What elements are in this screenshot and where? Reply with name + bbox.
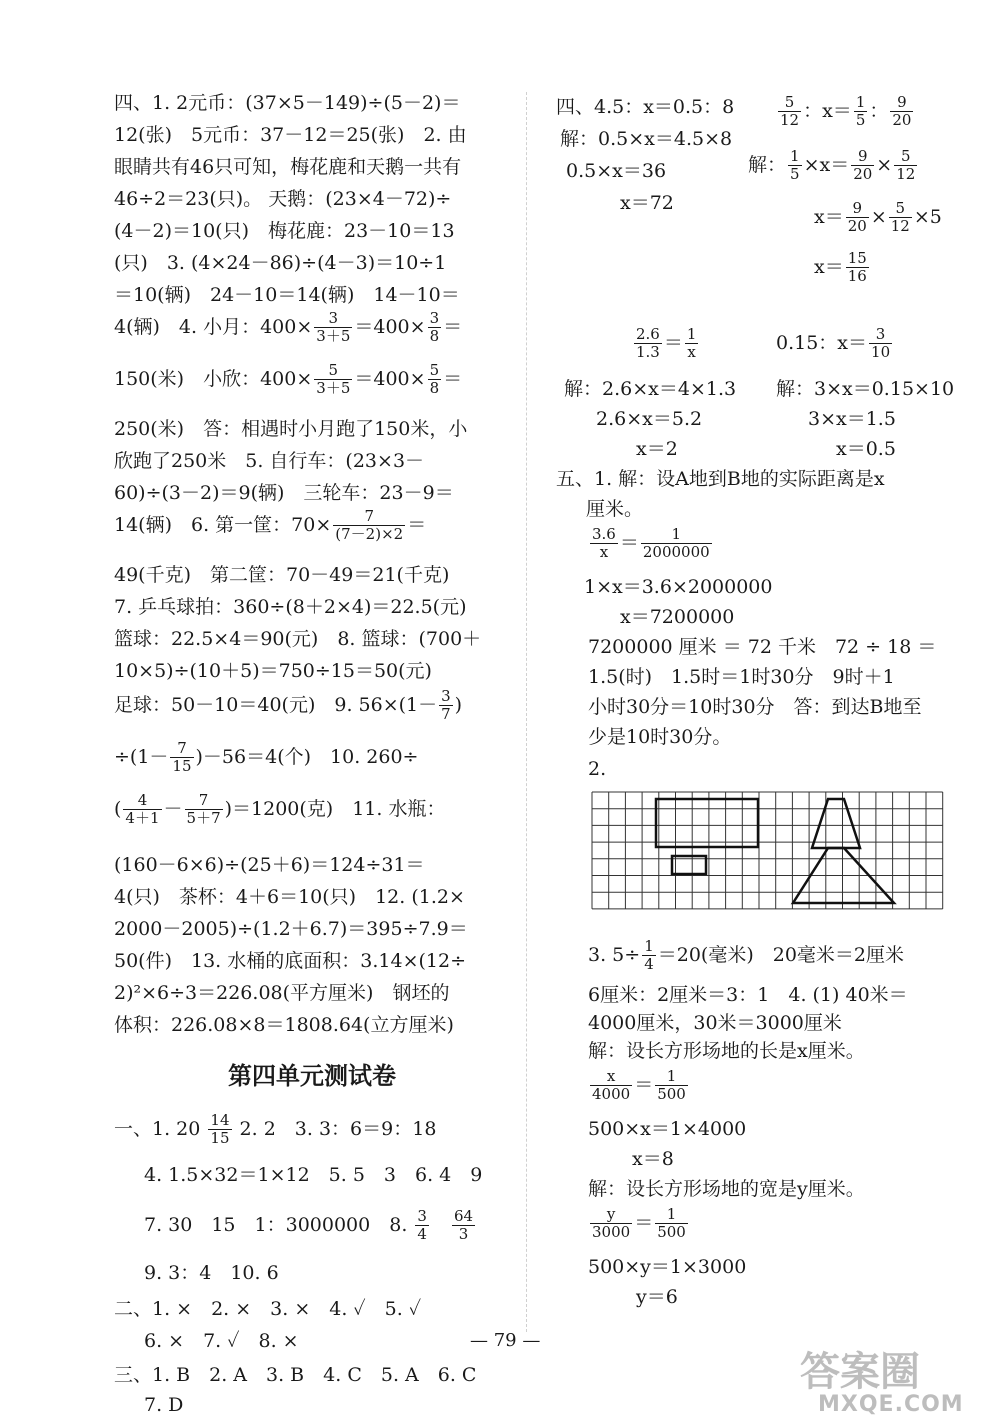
fraction: $\frac{3.6}{x}$ (592, 525, 616, 562)
answer-line: 10×5)÷(10＋5)＝750÷15＝50(元) (114, 660, 432, 682)
answer-line: 五、1. 解：设A地到B地的实际距离是x (556, 468, 885, 490)
answer-line-fraction: ( $\frac{4}{4+1}$ － $\frac{7}{5+7}$ )＝1200(克) 11. 水瓶： (114, 791, 446, 828)
fraction: $\frac{5}{12}$ (896, 147, 916, 184)
answer-line-fraction: 7. 30 15 1：3000000 8. $\frac{3}{4}$ $\frac{64}{3}$ (144, 1207, 474, 1244)
answer-line: 2)²×6÷3＝226.08(平方厘米) 钢坯的 (114, 982, 450, 1004)
answer-line: 体积：226.08×8＝1808.64(立方厘米) (114, 1014, 454, 1036)
answer-line: x＝8 (632, 1148, 674, 1170)
fraction: $\frac{3}{3+5}$ (316, 309, 351, 346)
answer-line: 250(米) 答：相遇时小月跑了150米，小 (114, 418, 468, 440)
fraction: $\frac{7}{5+7}$ (186, 791, 221, 828)
fraction: $\frac{5}{3+5}$ (316, 361, 351, 398)
answer-line: 49(千克) 第二筐：70－49＝21(千克) (114, 564, 450, 586)
answer-line: 0.5×x＝36 (566, 160, 667, 182)
answer-line: x＝7200000 (620, 606, 735, 628)
answer-line: 9. 3：4 10. 6 (144, 1262, 279, 1284)
answer-line: 解：2.6×x＝4×1.3 (564, 378, 737, 400)
fraction: $\frac{x}{4000}$ (592, 1067, 631, 1104)
answer-line-fraction: 解： $\frac{1}{5}$ ×x＝ $\frac{9}{20}$ × $\frac{5}{12}$ (748, 147, 916, 184)
answer-line: 500×y＝1×3000 (588, 1256, 747, 1278)
answer-line: 4(只) 茶杯：4＋6＝10(只) 12. (1.2× (114, 886, 465, 908)
fraction: $\frac{4}{4+1}$ (125, 791, 160, 828)
answer-line: x＝2 (636, 438, 678, 460)
fraction: $\frac{2.6}{1.3}$ (636, 325, 660, 362)
answer-line: 500×x＝1×4000 (588, 1118, 747, 1140)
fraction: $\frac{7}{15}$ (172, 739, 192, 776)
answer-line-fraction: 足球：50－10＝40(元) 9. 56×(1－ $\frac{3}{7}$ ) (114, 687, 463, 724)
answer-line: 欣跑了250米 5. 自行车：(23×3－ (114, 450, 425, 472)
answer-line: (160－6×6)÷(25＋6)＝124÷31＝ (114, 854, 425, 876)
answer-line: 解：3×x＝0.15×10 (776, 378, 955, 400)
answer-line: 7200000 厘米 ＝ 72 千米 72 ÷ 18 ＝ (588, 636, 937, 658)
answer-line: 篮球：22.5×4＝90(元) 8. 篮球：(700＋ (114, 628, 482, 650)
fraction: $\frac{1}{x}$ (686, 325, 697, 362)
answer-line-fraction: 3. 5÷ $\frac{1}{4}$ ＝20(毫米) 20毫米＝2厘米 (588, 937, 905, 974)
fraction: $\frac{y}{3000}$ (592, 1205, 631, 1242)
column-divider (526, 92, 527, 1332)
answer-line: 46÷2＝23(只)。 天鹅：(23×4－72)÷ (114, 188, 452, 210)
fraction: $\frac{9}{20}$ (847, 199, 867, 236)
answer-line: 4000厘米，30米＝3000厘米 (588, 1012, 842, 1034)
question-number: 2. (588, 758, 607, 780)
fraction: $\frac{5}{8}$ (429, 361, 440, 398)
answer-line-fraction: 一、1. 20 $\frac{14}{15}$ 2. 2 3. 3：6＝9：18 (114, 1111, 437, 1148)
answer-line-fraction: x＝ $\frac{15}{16}$ (814, 249, 867, 286)
answer-line-fraction: $\frac{x}{4000}$ ＝ $\frac{1}{500}$ (592, 1067, 686, 1104)
fraction: $\frac{3}{10}$ (871, 325, 891, 362)
answer-line: 少是10时30分。 (588, 726, 732, 748)
answer-line: 1×x＝3.6×2000000 (584, 576, 773, 598)
answer-line: 解：设长方形场地的长是x厘米。 (588, 1040, 865, 1062)
answer-line: x＝0.5 (836, 438, 896, 460)
answer-line: 60)÷(3－2)＝9(辆) 三轮车：23－9＝ (114, 482, 454, 504)
fraction: $\frac{3}{4}$ (417, 1207, 427, 1244)
watermark-url: MXQE.COM (818, 1392, 964, 1417)
answer-line: ＝10(辆) 24－10＝14(辆) 14－10＝ (114, 284, 460, 306)
small-trapezoid (812, 799, 860, 848)
fraction: $\frac{1}{5}$ (855, 93, 866, 130)
answer-line: 4. 1.5×32＝1×12 5. 5 3 6. 4 9 (144, 1164, 483, 1186)
watermark-logo: 答案圈 (800, 1349, 920, 1395)
answer-line-fraction: x＝ $\frac{9}{20}$ × $\frac{5}{12}$ ×5 (814, 199, 942, 236)
answer-line: 6厘米：2厘米＝3：1 4. (1) 40米＝ (588, 984, 908, 1006)
fraction: $\frac{1}{500}$ (657, 1067, 686, 1104)
fraction: $\frac{3}{8}$ (429, 309, 440, 346)
answer-line: 小时30分＝10时30分 答：到达B地至 (588, 696, 922, 718)
answer-line: 四、1. 2元币：(37×5－149)÷(5－2)＝ (114, 92, 461, 114)
answer-line: 6. × 7. ✓ 8. × (144, 1330, 299, 1352)
answer-line: 厘米。 (586, 498, 644, 520)
answer-line-fraction: 150(米) 小欣：400× $\frac{5}{3+5}$ ＝400× $\frac{5}{8}$ ＝ (114, 361, 463, 398)
answer-line: x＝72 (620, 192, 674, 214)
answer-line-fraction: $\frac{y}{3000}$ ＝ $\frac{1}{500}$ (592, 1205, 686, 1242)
fraction: $\frac{9}{20}$ (892, 93, 912, 130)
answer-line: 2.6×x＝5.2 (596, 408, 703, 430)
fraction: $\frac{1}{2000000}$ (642, 525, 710, 562)
fraction: $\frac{9}{20}$ (853, 147, 873, 184)
answer-line: 二、1. × 2. × 3. × 4. ✓ 5. ✓ (114, 1298, 422, 1320)
fraction: $\frac{14}{15}$ (210, 1111, 230, 1148)
answer-line-fraction: $\frac{3.6}{x}$ ＝ $\frac{1}{2000000}$ (592, 525, 710, 562)
answer-line-fraction: 0.15：x＝ $\frac{3}{10}$ (776, 325, 891, 362)
grid-diagram (590, 790, 944, 922)
fraction: $\frac{15}{16}$ (847, 249, 867, 286)
fraction: $\frac{64}{3}$ (453, 1207, 474, 1244)
fraction: $\frac{1}{5}$ (790, 147, 800, 184)
answer-line: 2000－2005)÷(1.2＋6.7)＝395÷7.9＝ (114, 918, 468, 940)
answer-line: y＝6 (636, 1286, 678, 1308)
fraction: $\frac{1}{4}$ (644, 937, 654, 974)
answer-line-fraction: $\frac{2.6}{1.3}$ ＝ $\frac{1}{x}$ (636, 325, 697, 362)
answer-line: 三、1. B 2. A 3. B 4. C 5. A 6. C (114, 1364, 477, 1386)
fraction: $\frac{5}{12}$ (780, 93, 800, 130)
answer-line: 眼睛共有46只可知，梅花鹿和天鹅一共有 (114, 156, 462, 178)
page-number: — 79 — (470, 1330, 541, 1351)
answer-line-fraction: 4(辆) 4. 小月：400× $\frac{3}{3+5}$ ＝400× $\frac{3}{8}$ ＝ (114, 309, 463, 346)
answer-line: 3×x＝1.5 (808, 408, 896, 430)
answer-line-fraction: 14(辆) 6. 第一筐：70× $\frac{7}{(7-2)\times 2}$ ＝ (114, 507, 427, 544)
fraction: $\frac{1}{500}$ (657, 1205, 686, 1242)
answer-line: 四、4.5：x＝0.5：8 (556, 96, 735, 118)
answer-line: 解：0.5×x＝4.5×8 (560, 128, 733, 150)
fraction: $\frac{3}{7}$ (441, 687, 451, 724)
answer-line: 解：设长方形场地的宽是y厘米。 (588, 1178, 865, 1200)
answer-line-fraction: $\frac{5}{12}$ ：x＝ $\frac{1}{5}$ ： $\frac{9}{20}$ (780, 93, 912, 130)
answer-line: 1.5(时) 1.5时＝1时30分 9时＋1 (588, 666, 895, 688)
answer-line: 7. D (144, 1394, 184, 1416)
answer-line-fraction: ÷(1－ $\frac{7}{15}$ )－56＝4(个) 10. 260÷ (114, 739, 419, 776)
answer-line: (4－2)＝10(只) 梅花鹿：23－10＝13 (114, 220, 455, 242)
section-title: 第四单元测试卷 (228, 1061, 396, 1090)
fraction: $\frac{5}{12}$ (890, 199, 910, 236)
answer-line: 12(张) 5元币：37－12＝25(张) 2. 由 (114, 124, 467, 146)
fraction: $\frac{7}{(7-2)\times 2}$ (335, 507, 404, 544)
answer-line: 50(件) 13. 水桶的底面积：3.14×(12÷ (114, 950, 466, 972)
answer-line: (只) 3. (4×24－86)÷(4－3)＝10÷1 (114, 252, 447, 274)
answer-line: 7. 乒乓球拍：360÷(8＋2×4)＝22.5(元) (114, 596, 467, 618)
